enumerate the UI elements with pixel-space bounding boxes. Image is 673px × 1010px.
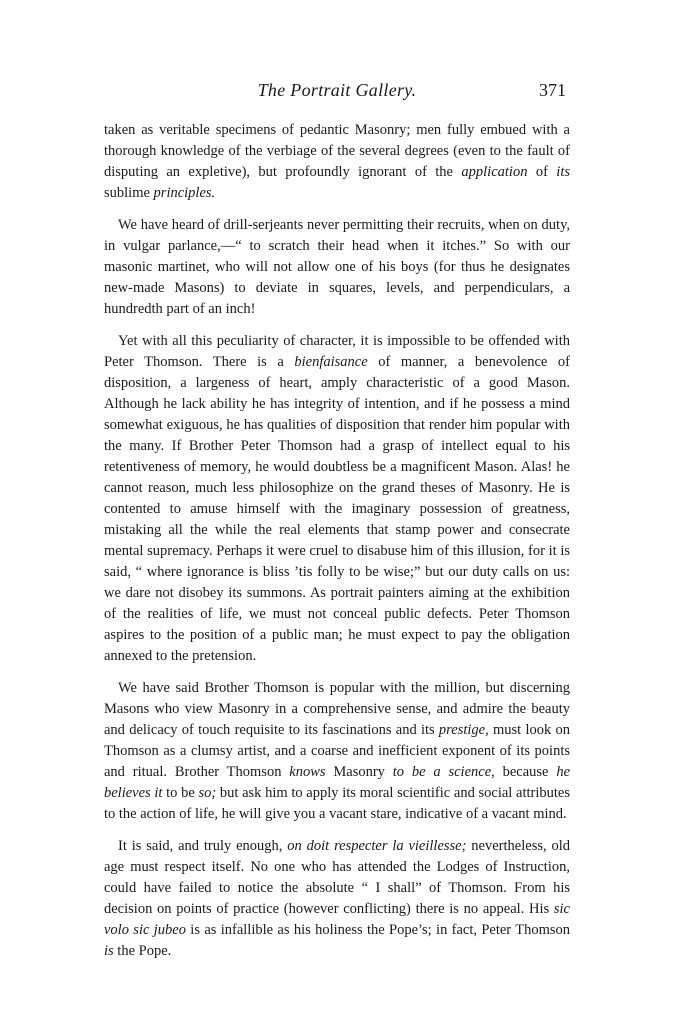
text-run: is as infallible as his holiness the Pope’s; in fact, Peter Thomson	[185, 922, 570, 938]
text-run: Masonry	[325, 764, 393, 780]
text-run: It is said, and truly enough,	[118, 838, 288, 854]
running-title: The Portrait Gallery.	[257, 80, 417, 100]
paragraph	[104, 678, 570, 825]
paragraph	[104, 120, 570, 204]
italic-text: knows	[289, 764, 326, 780]
book-page	[104, 80, 570, 973]
italic-text: application	[461, 164, 528, 180]
body-text	[104, 120, 570, 962]
page-number: 371	[539, 80, 566, 100]
text-run: sublime	[104, 185, 154, 201]
text-run: of	[527, 164, 557, 180]
text-run: Yet with all this peculiarity of character, it is impossible to be offended with Peter Thomson. There is a	[104, 333, 570, 370]
paragraph	[104, 215, 570, 320]
paragraph	[104, 836, 570, 962]
text-run: taken as veritable specimens of pedantic Masonry; men fully embued with a thorough knowledge of the verbiage of the several degrees (even to the fault of disputing an expletive), but profoundly ignorant of the	[104, 122, 570, 180]
italic-text: its	[556, 164, 570, 180]
italic-text: is	[104, 943, 114, 959]
text-run: nevertheless, old age must respect itself. No one who has attended the Lodges of Instruction, could have failed to notice the absolute “ I shall” of Thomson. From his decision on points of practice (however conflicting) there is no appeal. His	[104, 838, 570, 917]
italic-text: principles.	[153, 185, 216, 201]
text-run: but ask him to apply its moral scientific and social attributes to the action of life, he will give you a vacant stare, indicative of a vacant mind.	[104, 785, 570, 822]
text-run: to be	[162, 785, 199, 801]
italic-text: sic volo sic jubeo	[104, 901, 570, 938]
paragraph	[104, 331, 570, 667]
italic-text: on doit respecter la vieillesse;	[287, 838, 467, 854]
italic-text: so;	[198, 785, 217, 801]
italic-text: bienfaisance	[294, 354, 368, 370]
text-run: We have heard of drill-serjeants never permitting their recruits, when on duty, in vulgar parlance,—“ to scratch their head when it itches.” So with our masonic martinet, who will not allow one of his boys (for thus he designates new-made Masons) to deviate in squares, levels, and perpendiculars, a hundredth part of an inch!	[104, 217, 570, 317]
text-run: must look on Thomson as a clumsy artist, and a coarse and inefficient exponent of its points and ritual. Brother Thomson	[104, 722, 570, 780]
italic-text: he believes it	[104, 764, 570, 801]
text-run: of manner, a benevolence of disposition, a largeness of heart, amply characteristic of a good Mason. Although he lack ability he has integrity of intention, and if he possess a mind somewhat exiguous, he has qualities of disposition that render him popular with the many. If Brother Peter Thomson had a grasp of intellect equal to his retentiveness of memory, he would doubtless be a magnificent Mason. Alas! he cannot reason, much less philosophize on the grand theses of Masonry. He is contented to amuse himself with the imaginary possession of greatness, mistaking all the while the real elements that stamp power and consecrate mental supremacy. Perhaps it were cruel to disabuse him of this illusion, for it is said, “ where ignorance is bliss ’tis folly to be wise;” but our duty calls on us: we dare not disobey its summons. As portrait painters aiming at the exhibition of the realities of life, we must not conceal public defects. Peter Thomson aspires to the position of a public man; he must expect to pay the obligation annexed to the pretension.	[104, 354, 570, 664]
italic-text: to be a science,	[392, 764, 495, 780]
text-run: the Pope.	[113, 943, 172, 959]
running-header	[104, 80, 570, 106]
italic-text: prestige,	[438, 722, 489, 738]
text-run: We have said Brother Thomson is popular with the million, but discerning Masons who view Masonry in a comprehensive sense, and admire the beauty and delicacy of touch requisite to its fascinations and its	[104, 680, 570, 738]
text-run: because	[494, 764, 557, 780]
